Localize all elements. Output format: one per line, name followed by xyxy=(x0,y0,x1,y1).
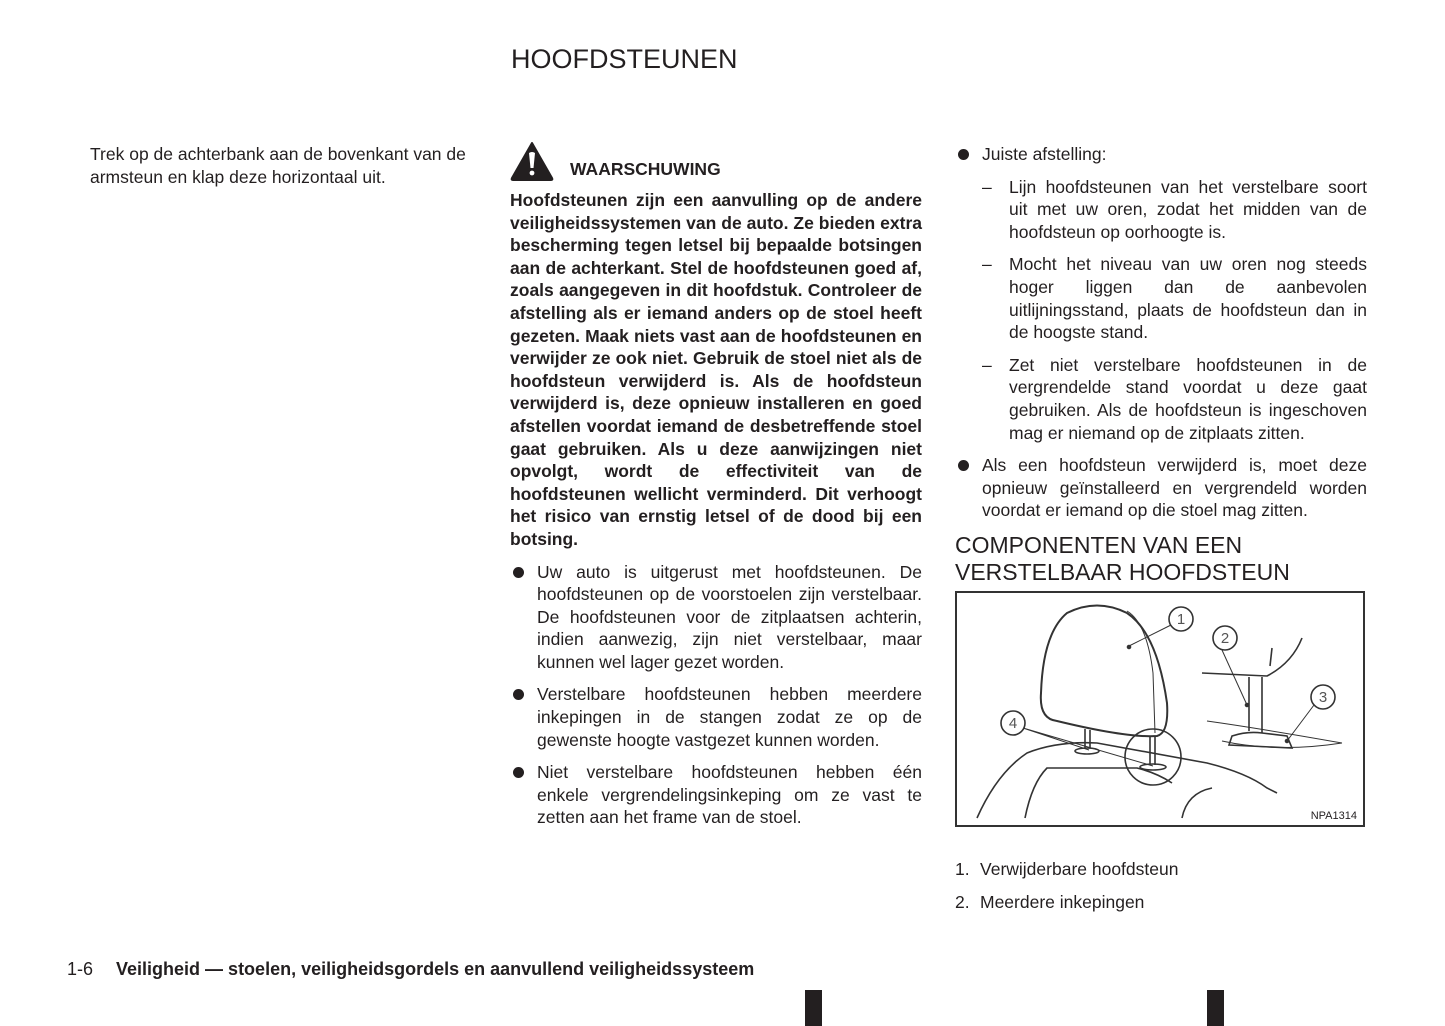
warning-label: WAARSCHUWING xyxy=(570,159,721,180)
callout-2: 2 xyxy=(1220,630,1230,647)
list-item: Verstelbare hoofdsteunen hebben meerdere inkepingen in de stangen zodat ze op de gewenste hoogte vastgezet kunnen worden. xyxy=(510,683,922,751)
headrest-components-figure xyxy=(955,591,1365,827)
adjustment-sub-list xyxy=(955,176,1367,445)
dash-icon: – xyxy=(982,176,992,197)
list-item: – Zet niet verstelbare hoofdsteunen in de vergrendelde stand voordat u deze gaat gebruiken. Als de hoofdsteun is ingeschoven mag er niemand op de zitplaats zitten. xyxy=(982,354,1367,443)
adjustment-label: Juiste afstelling: xyxy=(982,144,1107,164)
chapter-title: Veiligheid — stoelen, veiligheidsgordels en aanvullend veiligheidssysteem xyxy=(116,959,755,979)
list-item: – Mocht het niveau van uw oren nog steeds hoger liggen dan de aanbevolen uitlijningsstand, plaats de hoofdsteun dan in de hoogste stand. xyxy=(982,254,1367,343)
bullet-icon xyxy=(958,460,969,471)
list-item xyxy=(955,143,1367,166)
bullet-icon xyxy=(513,767,524,778)
legend-item: 1. Verwijderbare hoofdsteun xyxy=(955,859,1179,879)
warning-text: Hoofdsteunen zijn een aanvulling op de andere veiligheidssystemen van de auto. Ze bieden extra bescherming tegen letsel bij bepaalde botsingen aan de achterkant. Stel de hoofdsteunen goed af, zoals aangegeven in dit hoofdstuk. Controleer de afstelling als er iemand anders op de stoel heeft gezeten. Maak niets vast aan de hoofdsteunen en verwijder ze ook niet. Gebruik de stoel niet als de hoofdsteun verwijderd is. Als de hoofdsteun verwijderd is, deze opnieuw installeren en goed afstellen voordat iemand de desbetreffende stoel gaat gebruiken. Als u deze aanwijzingen niet opvolgt, wordt de effectiviteit van de hoofdsteunen wellicht verminderd. Dit verhoogt het risico van ernstig letsel of de dood bij een botsing. xyxy=(510,190,922,549)
right-column xyxy=(955,143,1367,592)
bullet-icon xyxy=(958,149,969,160)
removal-list xyxy=(955,454,1367,522)
armrest-paragraph: Trek op de achterbank aan de bovenkant van de armsteun en klap deze horizontaal uit. xyxy=(90,144,466,187)
figure-legend xyxy=(955,858,1178,923)
section-title: COMPONENTEN VAN EEN VERSTELBAAR HOOFDSTEUN xyxy=(955,531,1290,585)
list-item: Als een hoofdsteun verwijderd is, moet deze opnieuw geïnstalleerd en vergrendeld worden voordat er iemand op die stoel mag zitten. xyxy=(955,454,1367,522)
page-title: HOOFDSTEUNEN xyxy=(511,44,738,74)
callout-1: 1 xyxy=(1176,611,1186,628)
page-footer xyxy=(67,959,754,980)
left-column xyxy=(90,143,480,188)
thumb-tab-marker xyxy=(1207,990,1224,1026)
callout-3: 3 xyxy=(1318,689,1328,706)
thumb-tab-marker xyxy=(805,990,822,1026)
list-item: Uw auto is uitgerust met hoofdsteunen. De hoofdsteunen op de voorstoelen zijn verstelbaar. De hoofdsteunen voor de zitplaatsen achterin, indien aanwezig, zijn niet verstelbaar, maar kunnen wel lager gezet worden. xyxy=(510,561,922,674)
list-item: – Lijn hoofdsteunen van het verstelbare soort uit met uw oren, zodat het midden van de hoofdsteun op oorhoogte is. xyxy=(982,176,1367,242)
adjustment-list xyxy=(955,143,1367,166)
list-item: Niet verstelbare hoofdsteunen hebben één enkele vergrendelingsinkeping om ze vast te zetten aan het frame van de stoel. xyxy=(510,761,922,829)
middle-column xyxy=(510,135,922,839)
headrest-illustration xyxy=(957,593,1363,825)
bullet-icon xyxy=(513,689,524,700)
bullet-icon xyxy=(513,567,524,578)
headrest-info-list xyxy=(510,561,922,830)
dash-icon: – xyxy=(982,254,992,275)
callout-4: 4 xyxy=(1008,715,1018,732)
page-number: 1-6 xyxy=(67,959,94,979)
warning-triangle-icon xyxy=(510,141,554,181)
figure-code: NPA1314 xyxy=(1310,810,1357,822)
legend-item: 2. Meerdere inkepingen xyxy=(955,891,1145,912)
dash-icon: – xyxy=(982,354,992,375)
warning-header xyxy=(510,135,922,181)
